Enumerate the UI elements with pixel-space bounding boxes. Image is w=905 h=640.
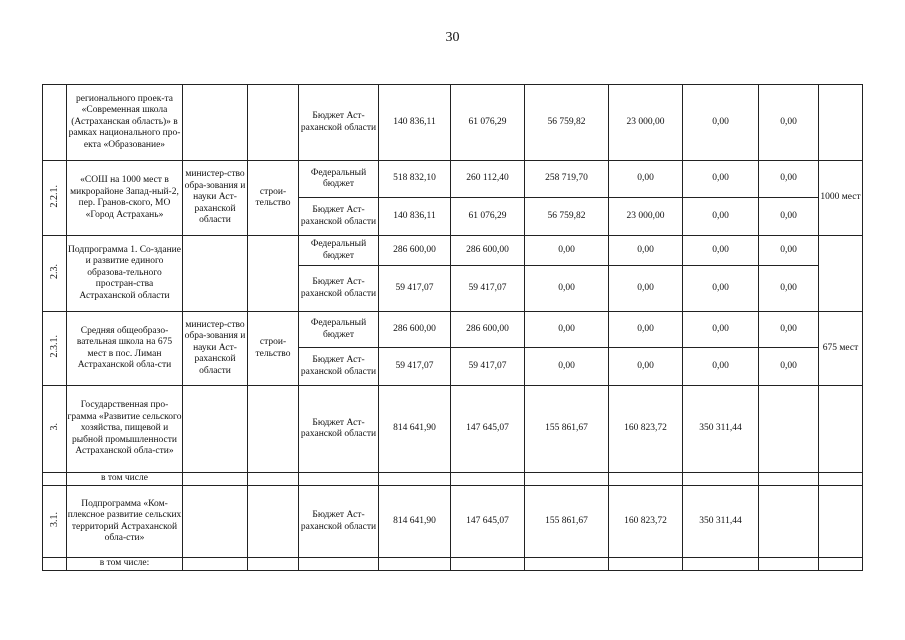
funding-source-cell: Бюджет Аст-раханской области	[299, 266, 379, 312]
responsible-cell	[183, 486, 248, 558]
action-cell	[248, 236, 299, 312]
action-cell: строи-тельство	[248, 312, 299, 386]
result-cell: 675 мест	[819, 312, 863, 386]
amount-cell: 286 600,00	[379, 236, 451, 266]
amount-cell: 147 645,07	[451, 386, 525, 473]
row-number-cell	[43, 85, 67, 161]
description-cell: Подпрограмма «Ком-плексное развитие сельских территорий Астраханской обла-сти»	[67, 486, 183, 558]
amount-cell: 140 836,11	[379, 198, 451, 236]
table-row	[43, 473, 863, 486]
description-cell: регионального проек-та «Современная школа (Астраханская область)» в рамках национального про-екта «Образование»	[67, 85, 183, 161]
amount-cell: 350 311,44	[683, 486, 759, 558]
amount-cell: 0,00	[525, 312, 609, 348]
table-row	[43, 386, 863, 473]
amount-cell: 814 641,90	[379, 386, 451, 473]
row-number-cell	[43, 558, 67, 571]
amount-cell: 0,00	[759, 85, 819, 161]
empty-cell	[525, 558, 609, 571]
page-number: 30	[445, 30, 460, 45]
empty-cell	[683, 558, 759, 571]
row-number: 3.	[48, 423, 60, 431]
row-number-cell	[43, 161, 67, 236]
empty-cell	[379, 558, 451, 571]
amount-cell: 0,00	[683, 348, 759, 386]
row-number: 2.3.	[48, 263, 60, 279]
amount-cell: 59 417,07	[451, 266, 525, 312]
amount-cell: 140 836,11	[379, 85, 451, 161]
empty-cell	[609, 558, 683, 571]
amount-cell: 23 000,00	[609, 85, 683, 161]
result-cell	[819, 486, 863, 558]
amount-cell: 0,00	[683, 85, 759, 161]
amount-cell: 59 417,07	[379, 266, 451, 312]
responsible-cell	[183, 236, 248, 312]
result-cell: 1000 мест	[819, 161, 863, 236]
table-row	[43, 486, 863, 558]
amount-cell: 0,00	[683, 161, 759, 198]
row-number-cell	[43, 473, 67, 486]
table-row	[43, 236, 863, 266]
amount-cell: 0,00	[525, 236, 609, 266]
amount-cell: 155 861,67	[525, 486, 609, 558]
amount-cell	[759, 486, 819, 558]
description-cell: Государственная про-грамма «Развитие сельского хозяйства, пищевой и рыбной промышленности Астраханской обла-сти»	[67, 386, 183, 473]
empty-cell	[819, 558, 863, 571]
amount-cell: 147 645,07	[451, 486, 525, 558]
amount-cell: 260 112,40	[451, 161, 525, 198]
funding-source-cell: Федеральный бюджет	[299, 161, 379, 198]
responsible-cell: министер-ство обра-зования и науки Аст-раханской области	[183, 161, 248, 236]
action-cell: строи-тельство	[248, 161, 299, 236]
amount-cell: 286 600,00	[451, 236, 525, 266]
empty-cell	[248, 473, 299, 486]
amount-cell: 814 641,90	[379, 486, 451, 558]
amount-cell: 61 076,29	[451, 85, 525, 161]
amount-cell: 59 417,07	[451, 348, 525, 386]
in-that-label: в том числе:	[67, 558, 183, 571]
action-cell	[248, 386, 299, 473]
amount-cell: 258 719,70	[525, 161, 609, 198]
amount-cell: 0,00	[759, 348, 819, 386]
empty-cell	[248, 558, 299, 571]
amount-cell: 0,00	[759, 266, 819, 312]
amount-cell: 23 000,00	[609, 198, 683, 236]
amount-cell	[759, 386, 819, 473]
row-number-cell	[43, 386, 67, 473]
in-that-label: в том числе	[67, 473, 183, 486]
amount-cell: 0,00	[609, 236, 683, 266]
amount-cell: 160 823,72	[609, 486, 683, 558]
amount-cell: 61 076,29	[451, 198, 525, 236]
result-cell	[819, 386, 863, 473]
empty-cell	[609, 473, 683, 486]
amount-cell: 286 600,00	[379, 312, 451, 348]
funding-source-cell: Федеральный бюджет	[299, 312, 379, 348]
row-number-cell	[43, 236, 67, 312]
amount-cell: 0,00	[759, 161, 819, 198]
empty-cell	[379, 473, 451, 486]
row-number: 2.3.1.	[48, 335, 60, 358]
empty-cell	[759, 473, 819, 486]
amount-cell: 0,00	[525, 348, 609, 386]
action-cell	[248, 85, 299, 161]
amount-cell: 0,00	[683, 266, 759, 312]
responsible-cell	[183, 386, 248, 473]
empty-cell	[451, 558, 525, 571]
amount-cell: 0,00	[759, 236, 819, 266]
amount-cell: 0,00	[759, 198, 819, 236]
program-table	[42, 84, 863, 571]
empty-cell	[683, 473, 759, 486]
empty-cell	[183, 473, 248, 486]
amount-cell: 160 823,72	[609, 386, 683, 473]
funding-source-cell: Бюджет Аст-раханской области	[299, 85, 379, 161]
amount-cell: 286 600,00	[451, 312, 525, 348]
empty-cell	[299, 473, 379, 486]
empty-cell	[759, 558, 819, 571]
amount-cell: 0,00	[609, 312, 683, 348]
amount-cell: 56 759,82	[525, 85, 609, 161]
description-cell: «СОШ на 1000 мест в микрорайоне Запад-ный-2, пер. Гранов-ского, МО «Город Астрахань»	[67, 161, 183, 236]
empty-cell	[525, 473, 609, 486]
description-cell: Подпрограмма 1. Со-здание и развитие единого образова-тельного простран-ства Астраханской области	[67, 236, 183, 312]
funding-source-cell: Федеральный бюджет	[299, 236, 379, 266]
funding-source-cell: Бюджет Аст-раханской области	[299, 486, 379, 558]
description-cell: Средняя общеобразо-вательная школа на 675 мест в пос. Лиман Астраханской обла-сти	[67, 312, 183, 386]
empty-cell	[819, 473, 863, 486]
amount-cell: 0,00	[683, 236, 759, 266]
funding-source-cell: Бюджет Аст-раханской области	[299, 198, 379, 236]
responsible-cell: министер-ство обра-зования и науки Аст-раханской области	[183, 312, 248, 386]
row-number: 3.1.	[48, 511, 60, 527]
amount-cell: 518 832,10	[379, 161, 451, 198]
amount-cell: 0,00	[609, 161, 683, 198]
amount-cell: 56 759,82	[525, 198, 609, 236]
empty-cell	[183, 558, 248, 571]
amount-cell: 59 417,07	[379, 348, 451, 386]
table-row	[43, 558, 863, 571]
row-number-cell	[43, 312, 67, 386]
funding-source-cell: Бюджет Аст-раханской области	[299, 386, 379, 473]
empty-cell	[451, 473, 525, 486]
result-cell	[819, 85, 863, 161]
amount-cell: 0,00	[683, 198, 759, 236]
empty-cell	[299, 558, 379, 571]
amount-cell: 0,00	[759, 312, 819, 348]
table-row	[43, 312, 863, 348]
amount-cell: 350 311,44	[683, 386, 759, 473]
responsible-cell	[183, 85, 248, 161]
result-cell	[819, 236, 863, 312]
table-row	[43, 85, 863, 161]
action-cell	[248, 486, 299, 558]
table-row	[43, 161, 863, 198]
row-number-cell	[43, 486, 67, 558]
funding-source-cell: Бюджет Аст-раханской области	[299, 348, 379, 386]
amount-cell: 155 861,67	[525, 386, 609, 473]
amount-cell: 0,00	[525, 266, 609, 312]
row-number: 2.2.1.	[48, 184, 60, 207]
amount-cell: 0,00	[683, 312, 759, 348]
amount-cell: 0,00	[609, 266, 683, 312]
amount-cell: 0,00	[609, 348, 683, 386]
